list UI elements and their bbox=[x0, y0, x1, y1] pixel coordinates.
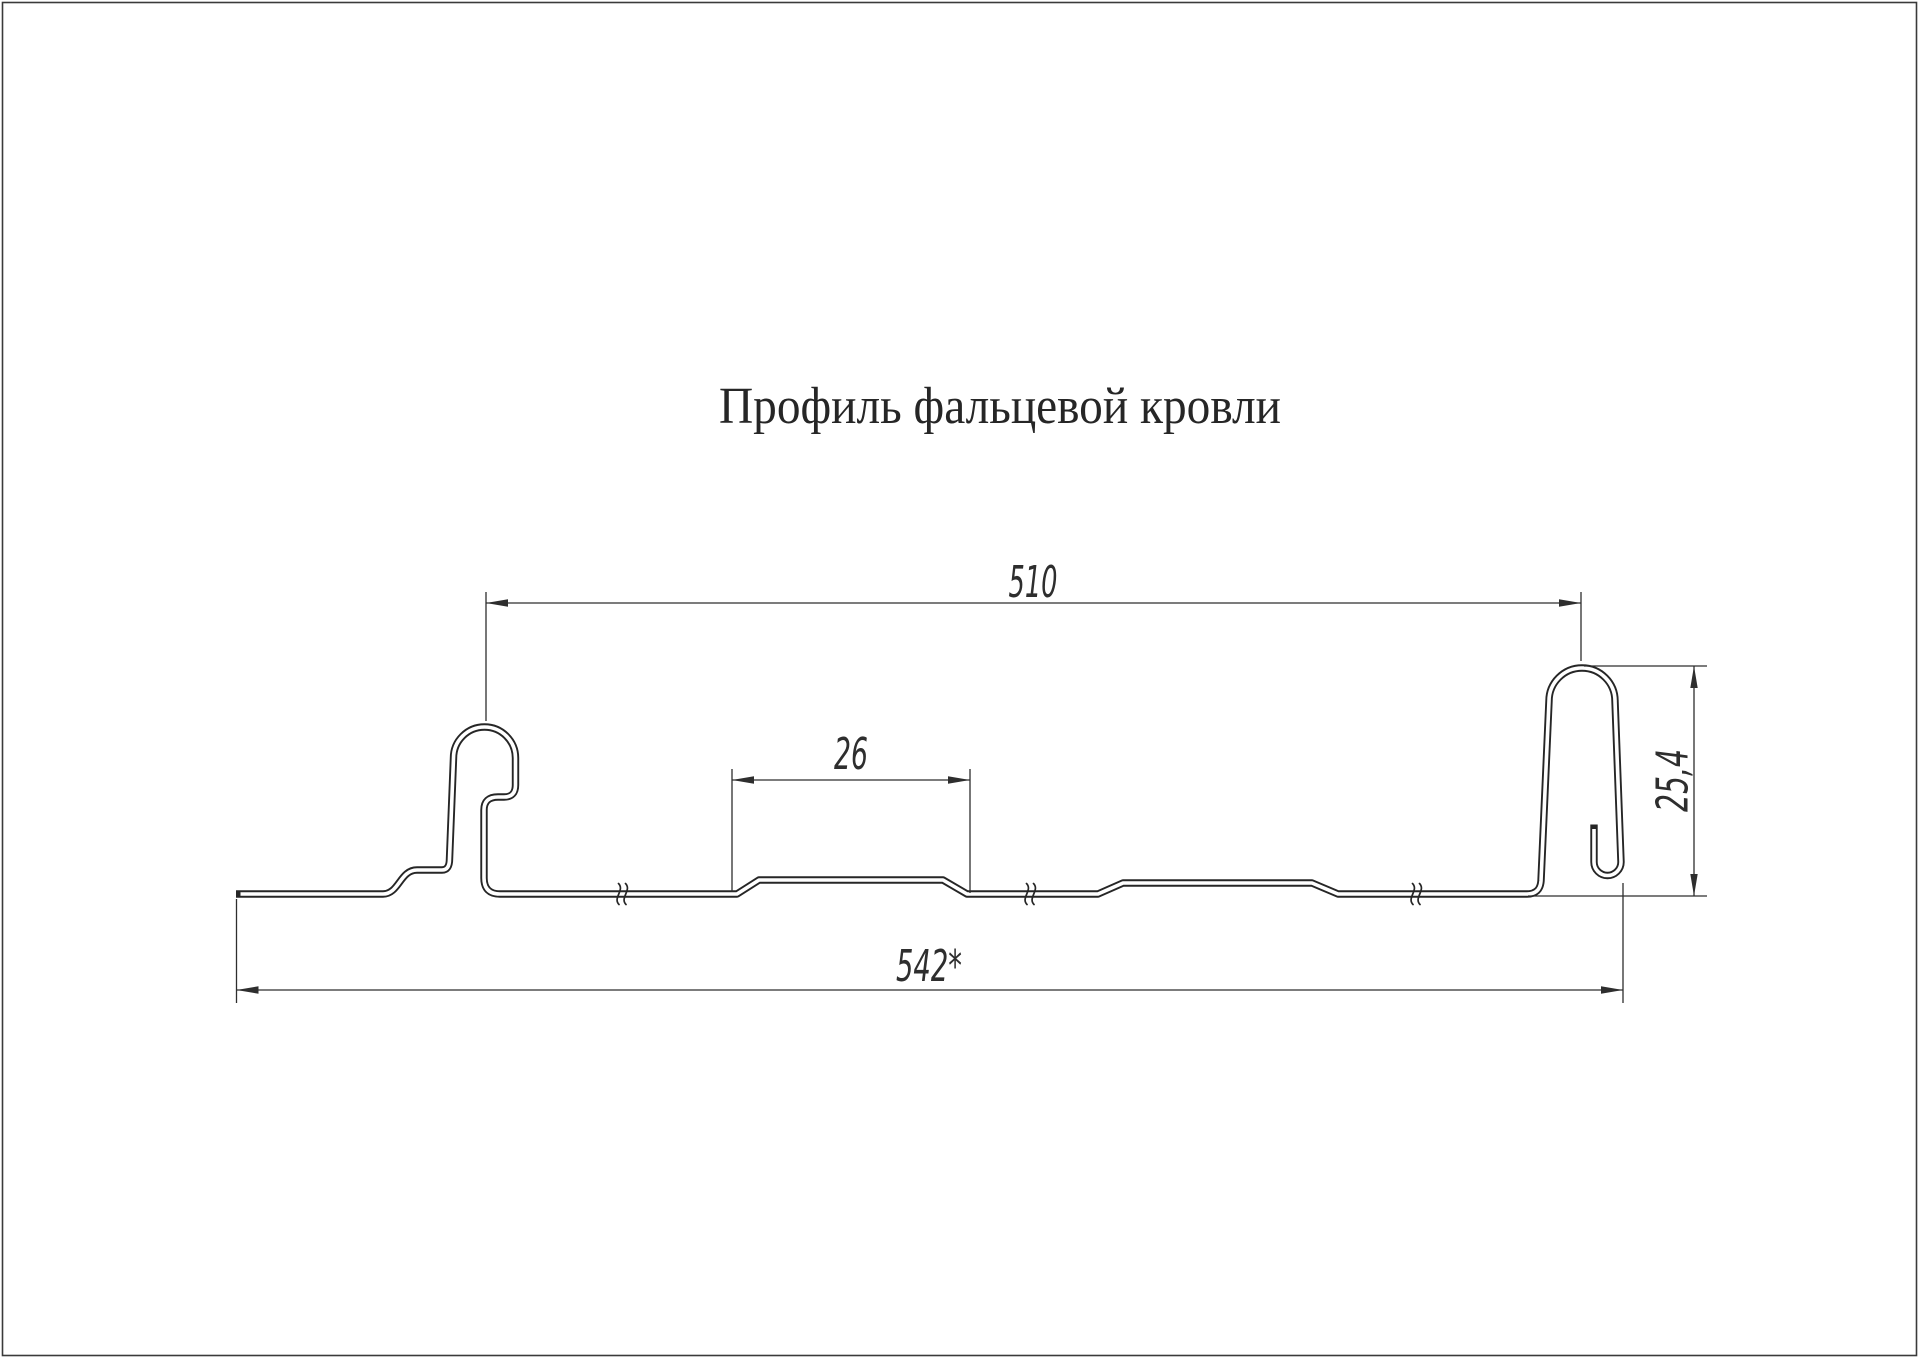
dimension-value: 25,4 bbox=[1647, 714, 1699, 812]
arrowhead-left bbox=[237, 986, 259, 993]
roof-profile-outline bbox=[236, 668, 1621, 905]
arrowhead-up bbox=[1690, 666, 1697, 688]
arrowhead-right bbox=[948, 776, 970, 783]
arrowhead-down bbox=[1690, 874, 1697, 896]
dimension-total-width bbox=[237, 883, 1624, 1003]
drawing-title: Профиль фальцевой кровли bbox=[719, 378, 1281, 435]
dimension-value: 542* bbox=[896, 941, 962, 992]
profile-sheet-outer-line bbox=[236, 668, 1621, 894]
dimension-seam-to-seam bbox=[486, 557, 1581, 721]
dimension-rib-width bbox=[732, 729, 970, 893]
dimension-value: 510 bbox=[1008, 557, 1058, 608]
arrowhead-right bbox=[1601, 986, 1623, 993]
arrowhead-left bbox=[486, 599, 508, 606]
page-border-frame bbox=[3, 3, 1917, 1356]
arrowhead-left bbox=[732, 776, 754, 783]
arrowhead-right bbox=[1559, 599, 1581, 606]
dimension-value: 26 bbox=[834, 729, 868, 780]
